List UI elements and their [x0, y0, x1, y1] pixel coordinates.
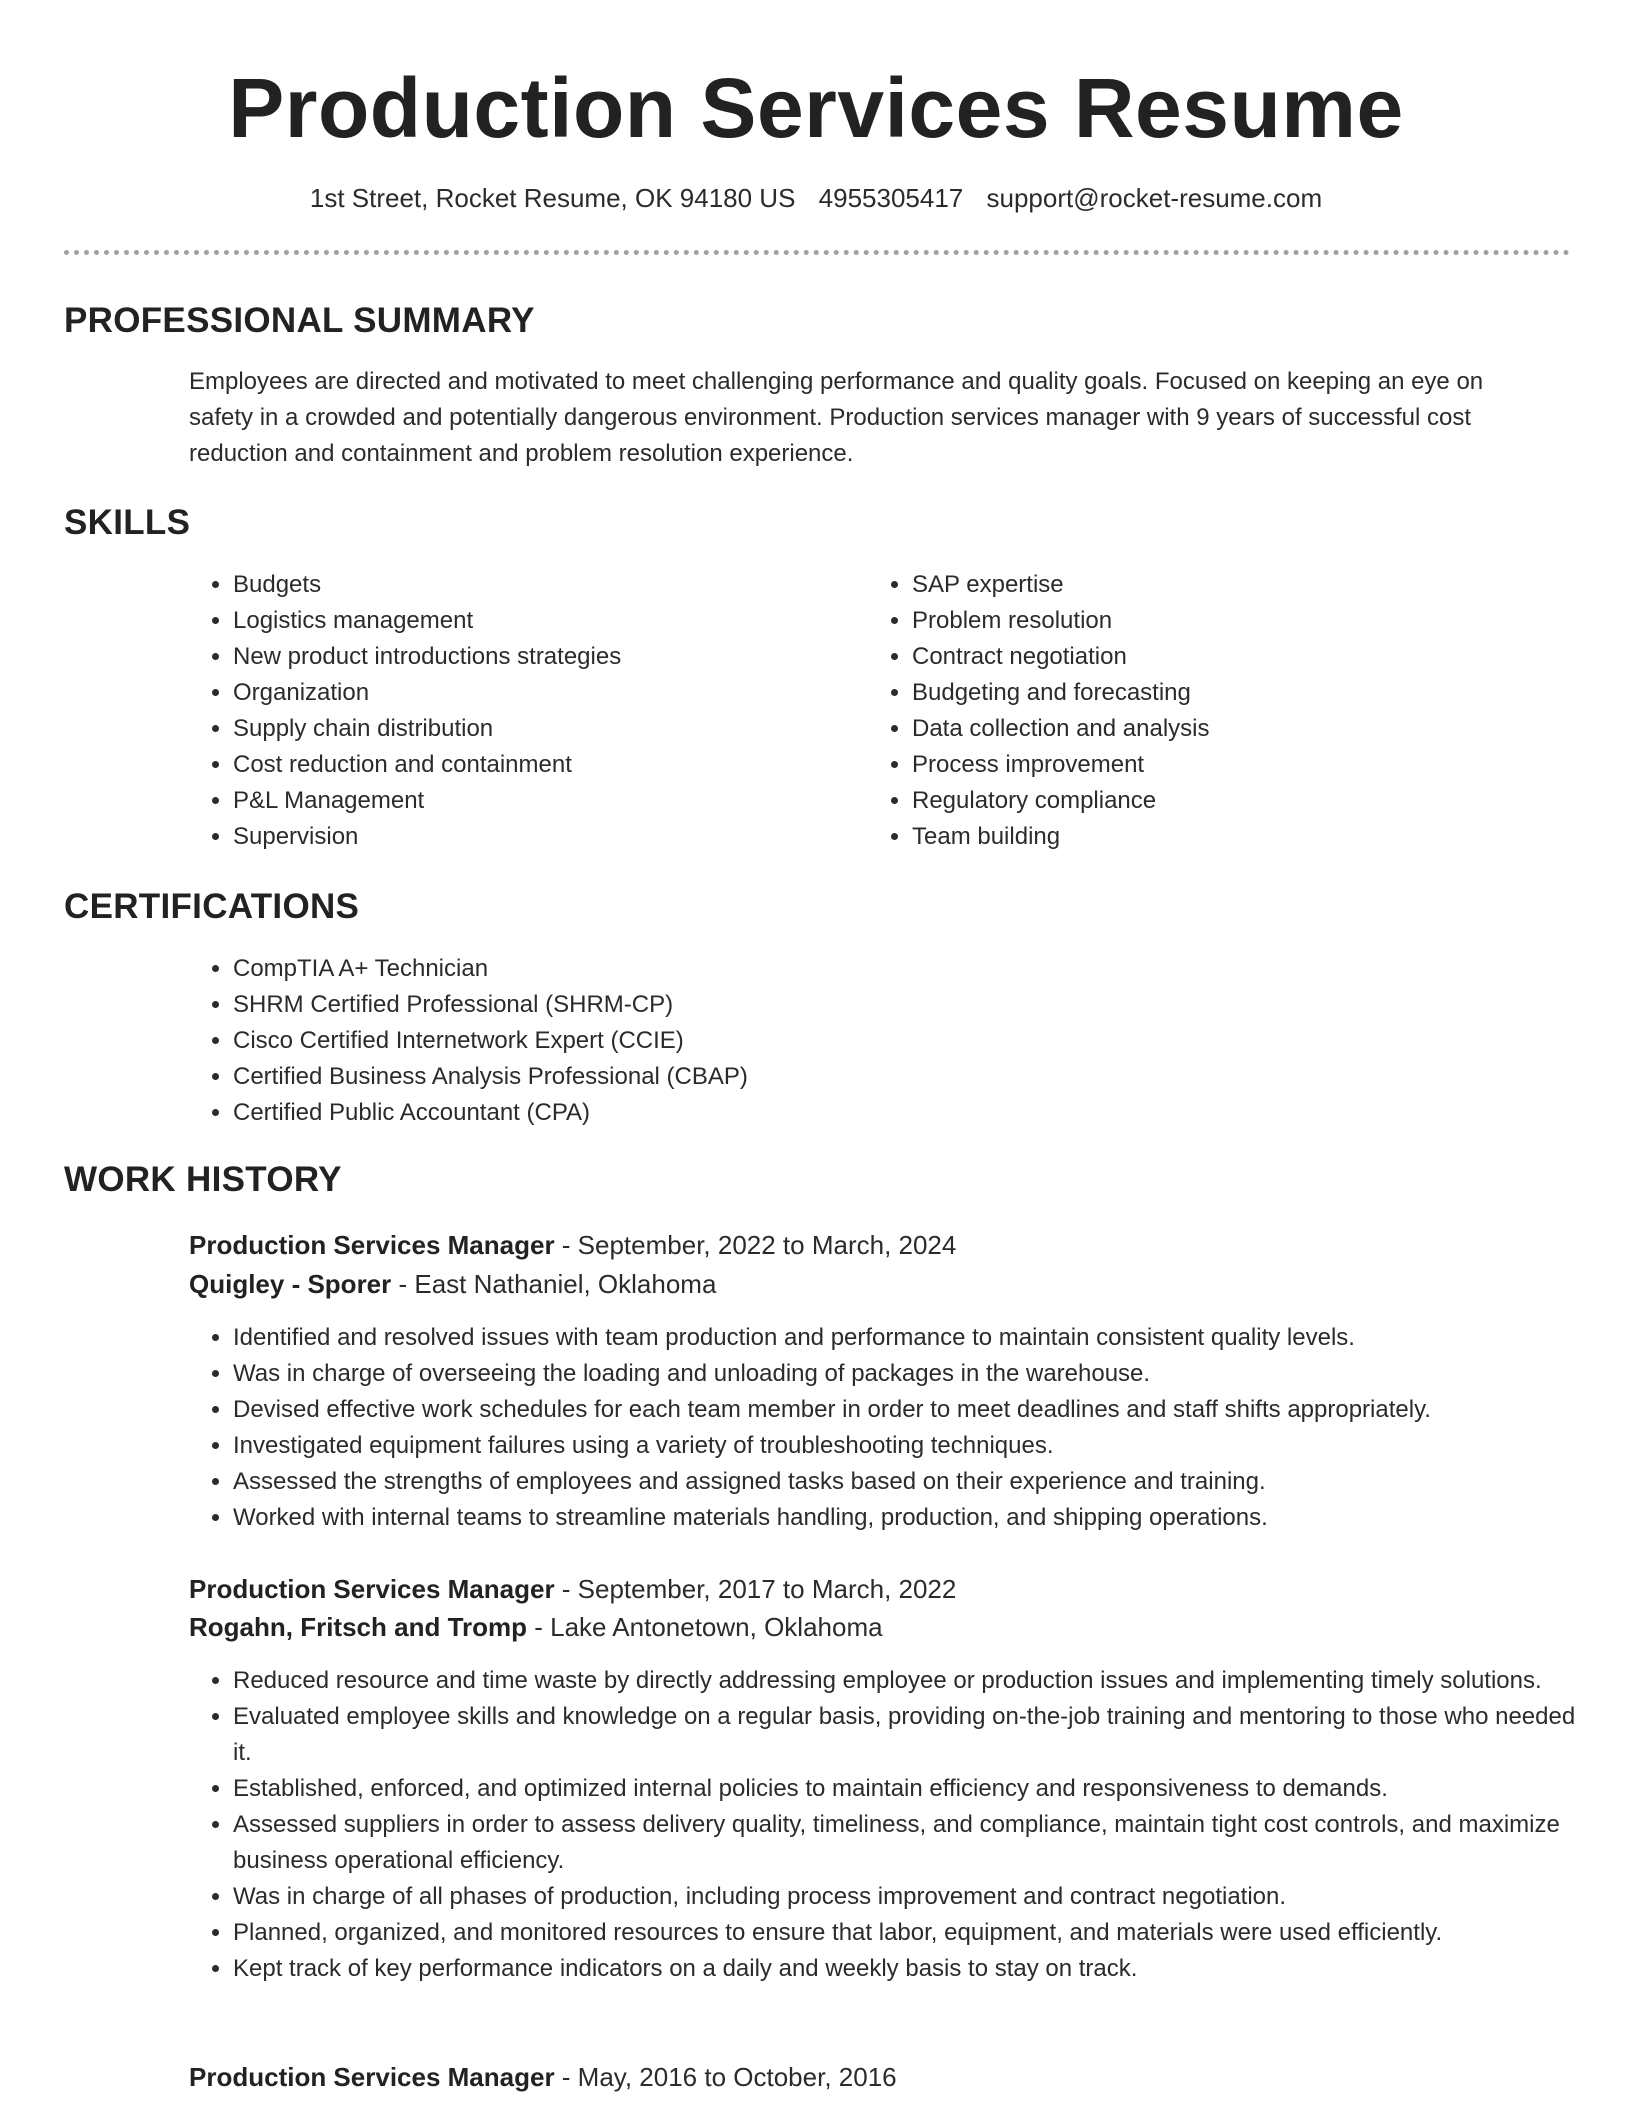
summary-heading: PROFESSIONAL SUMMARY — [64, 301, 535, 340]
skills-list-right — [869, 567, 1532, 855]
list-item: • Identified and resolved issues with team production and performance to maintain consistent quality levels. — [233, 1320, 1613, 1356]
list-item: • Evaluated employee skills and knowledge on a regular basis, providing on-the-job training and mentoring to those who needed it. — [233, 1699, 1593, 1771]
list-item: • SAP expertise — [912, 567, 1532, 603]
list-item: • Devised effective work schedules for each team member in order to meet deadlines and staff shifts appropriately. — [233, 1392, 1613, 1428]
skills-list-left — [190, 567, 853, 855]
list-item: • Supply chain distribution — [233, 711, 853, 747]
list-item: • Data collection and analysis — [912, 711, 1532, 747]
list-item: • Team building — [912, 819, 1532, 855]
list-item: • New product introductions strategies — [233, 639, 853, 675]
list-item: • Worked with internal teams to streamline materials handling, production, and shipping operations. — [233, 1500, 1613, 1536]
contact-email: support@rocket-resume.com — [986, 183, 1323, 213]
list-item: • Contract negotiation — [912, 639, 1532, 675]
list-item: • Investigated equipment failures using a variety of troubleshooting techniques. — [233, 1428, 1613, 1464]
job-role: Production Services Manager — [189, 2062, 555, 2092]
list-item: • Process improvement — [912, 747, 1532, 783]
job-dates: - September, 2022 to March, 2024 — [554, 1230, 957, 1260]
job-title-line — [189, 1226, 956, 1264]
job-company: Rogahn, Fritsch and Tromp — [189, 1612, 528, 1642]
job-location: - Lake Antonetown, Oklahoma — [527, 1612, 883, 1642]
list-item: • Assessed the strengths of employees and assigned tasks based on their experience and training. — [233, 1464, 1613, 1500]
list-item: • CompTIA A+ Technician — [233, 951, 1433, 987]
contact-line — [0, 180, 1632, 216]
certifications-heading: CERTIFICATIONS — [64, 887, 360, 926]
list-item: • Was in charge of overseeing the loading and unloading of packages in the warehouse. — [233, 1356, 1613, 1392]
job-company-line — [189, 1608, 883, 1646]
job-location: - East Nathaniel, Oklahoma — [391, 1269, 717, 1299]
contact-address: 1st Street, Rocket Resume, OK 94180 US — [309, 183, 796, 213]
job-role: Production Services Manager — [189, 1230, 555, 1260]
list-item: • Kept track of key performance indicators on a daily and weekly basis to stay on track. — [233, 1951, 1593, 1987]
work-history-heading: WORK HISTORY — [64, 1160, 342, 1199]
list-item: • Budgets — [233, 567, 853, 603]
list-item: • Problem resolution — [912, 603, 1532, 639]
list-item: • Was in charge of all phases of production, including process improvement and contract negotiation. — [233, 1879, 1593, 1915]
header-divider — [64, 250, 1570, 255]
list-item: • Established, enforced, and optimized internal policies to maintain efficiency and responsiveness to demands. — [233, 1771, 1593, 1807]
summary-text: Employees are directed and motivated to meet challenging performance and quality goals. Focused on keeping an eye on safety in a crowded and potentially dangerous environment. Production services manager with 9 years of successful cost reduction and containment and problem resolution experience. — [189, 368, 1484, 467]
list-item: • Assessed suppliers in order to assess delivery quality, timeliness, and compliance, maintain tight cost controls, and maximize business operational efficiency. — [233, 1807, 1593, 1879]
job-title-line — [189, 2058, 897, 2096]
certifications-list — [190, 951, 1433, 1131]
list-item: • Certified Public Accountant (CPA) — [233, 1095, 1433, 1131]
list-item: • Cost reduction and containment — [233, 747, 853, 783]
job-company-line — [189, 1265, 716, 1303]
job-dates: - September, 2017 to March, 2022 — [554, 1574, 957, 1604]
job-company: Quigley - Sporer — [189, 1269, 392, 1299]
job-dates: - May, 2016 to October, 2016 — [554, 2062, 897, 2092]
list-item: • Reduced resource and time waste by directly addressing employee or production issues and implementing timely solutions. — [233, 1663, 1593, 1699]
list-item: • Planned, organized, and monitored resources to ensure that labor, equipment, and materials were used efficiently. — [233, 1915, 1593, 1951]
contact-phone: 4955305417 — [818, 183, 964, 213]
list-item: • Budgeting and forecasting — [912, 675, 1532, 711]
resume-title: Production Services Resume — [228, 61, 1404, 155]
list-item: • Supervision — [233, 819, 853, 855]
list-item: • SHRM Certified Professional (SHRM-CP) — [233, 987, 1433, 1023]
list-item: • Certified Business Analysis Professional (CBAP) — [233, 1059, 1433, 1095]
job-bullets — [190, 1320, 1613, 1536]
list-item: • Organization — [233, 675, 853, 711]
job-title-line — [189, 1570, 956, 1608]
skills-heading: SKILLS — [64, 503, 191, 542]
job-role: Production Services Manager — [189, 1574, 555, 1604]
list-item: • Cisco Certified Internetwork Expert (CCIE) — [233, 1023, 1433, 1059]
list-item: • Logistics management — [233, 603, 853, 639]
list-item: • Regulatory compliance — [912, 783, 1532, 819]
list-item: • P&L Management — [233, 783, 853, 819]
job-bullets — [190, 1663, 1593, 1987]
